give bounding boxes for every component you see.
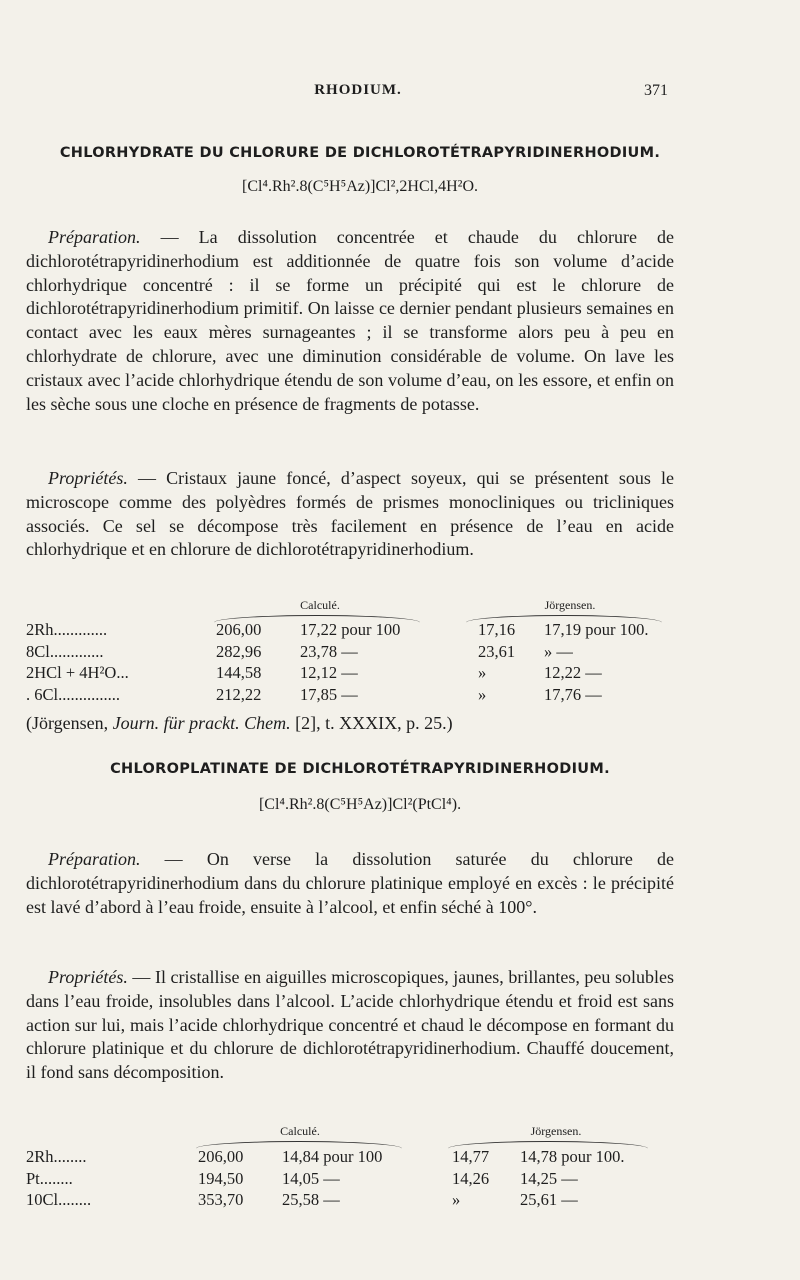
section2-heading: CHLOROPLATINATE DE DICHLOROTÉTRAPYRIDINERHODIUM. (110, 761, 610, 777)
calc-weight: 282,96 (216, 641, 262, 661)
properties-lead: Propriétés. (48, 967, 128, 987)
running-head-title: RHODIUM. (314, 82, 402, 98)
calc-percent: 12,12 — (300, 663, 358, 682)
jorg-value-1: » (478, 663, 487, 682)
jorg-value-1: 14,77 (452, 1147, 490, 1166)
table-row (0, 663, 800, 687)
citation (26, 713, 674, 734)
table-row (0, 620, 800, 644)
table2-calc-header: Calculé. (280, 1124, 320, 1138)
row-label: 2Rh............. (26, 620, 108, 639)
calc-percent: 14,84 pour 100 (282, 1147, 383, 1166)
table-row (0, 1147, 800, 1171)
jorg-value-1: 23,61 (478, 641, 516, 661)
row-label: 8Cl............. (26, 641, 104, 661)
calc-percent: 17,85 — (300, 684, 358, 704)
section1-formula: [Cl⁴.Rh².8(C⁵H⁵Az)]Cl²,2HCl,4H²O. (241, 178, 478, 195)
running-head (48, 82, 668, 104)
calc-percent: 23,78 — (300, 641, 358, 661)
jorg-value-1: » (478, 684, 487, 704)
row-label: 10Cl........ (26, 1190, 92, 1209)
calc-percent: 17,22 pour 100 (300, 620, 401, 639)
properties-lead: Propriétés. (48, 468, 128, 488)
jorg-value-2: 25,61 — (520, 1190, 578, 1209)
preparation-lead: Préparation. (48, 227, 141, 247)
table1-jorg-header: Jörgensen. (544, 598, 596, 612)
jorg-value-2: 14,78 pour 100. (520, 1147, 625, 1166)
table-row (0, 1169, 800, 1193)
calc-weight: 194,50 (198, 1168, 244, 1188)
jorg-value-2: 12,22 — (544, 663, 602, 682)
properties-text: — Cristaux jaune foncé, d’aspect soyeux, qui se présentent sous le microscope comme des polyèdres formés de prismes monocliniques ou tricliniques associés. Ce sel se décompose très facilement en présence de l’eau en acide chlorhydrique et en chlorure de dichlorotétrapyridinerhodium. (26, 468, 674, 560)
page-number: 371 (644, 82, 668, 99)
calc-weight: 212,22 (216, 684, 262, 704)
preparation-text: — On verse la dissolution saturée du chlorure de dichlorotétrapyridinerhodium dans du chlorure platinique employé en excès : le précipité est lavé d’abord à l’eau froide, ensuite à l’alcool, et enfin séché à 100°. (26, 849, 674, 917)
preparation-text: — La dissolution concentrée et chaude du chlorure de dichlorotétrapyridinerhodium est additionnée de quatre fois son volume d’acide chlorhydrique concentré : il se forme un précipité qui est le chlorure de dichlorotétrapyridinerhodium primitif. On laisse ce dernier pendant plusieurs semaines en contact avec les eaux mères surnageantes ; il se transforme alors peu à peu en chlorhydrate de chlorure, avec une diminution considérable de volume. On lave les cristaux avec l’acide chlorhydrique étendu de son volume d’eau, on les essore, et enfin on les sèche sous une cloche en présence de fragments de potasse. (26, 227, 674, 414)
section2-formula: [Cl⁴.Rh².8(C⁵H⁵Az)]Cl²(PtCl⁴). (258, 796, 462, 813)
section2-properties (26, 966, 674, 1085)
calc-weight: 206,00 (198, 1147, 244, 1166)
citation-journal: Journ. für prackt. Chem. (112, 713, 291, 733)
table-row (0, 1190, 800, 1214)
table-row (0, 642, 800, 666)
row-label: . 6Cl............... (26, 684, 120, 704)
table2-jorg-header: Jörgensen. (530, 1124, 582, 1138)
calc-weight: 353,70 (198, 1190, 244, 1209)
properties-text: — Il cristallise en aiguilles microscopiques, jaunes, brillantes, peu solubles dans l’eau froide, insolubles dans l’alcool. L’acide chlorhydrique étendu et froid est sans action sur lui, mais l’acide chlorhydrique concentré et chaud le décompose en formant du chlorure platinique et du chlorure de dichlorotétrapyridinerhodium. Chauffé doucement, il fond sans décomposition. (26, 967, 674, 1083)
jorg-value-2: 17,19 pour 100. (544, 620, 649, 639)
jorg-value-2: 14,25 — (520, 1168, 578, 1188)
jorg-value-2: 17,76 — (544, 684, 602, 704)
calc-weight: 144,58 (216, 663, 262, 682)
section1-properties (26, 467, 674, 562)
preparation-lead: Préparation. (48, 849, 141, 869)
section1-heading: CHLORHYDRATE DU CHLORURE DE DICHLOROTÉTRAPYRIDINERHODIUM. (59, 145, 661, 161)
row-label: Pt........ (26, 1168, 73, 1188)
table-row (0, 685, 800, 709)
row-label: 2HCl + 4H²O... (26, 663, 129, 682)
calc-weight: 206,00 (216, 620, 262, 639)
jorg-value-2: » — (544, 641, 573, 661)
citation-pre: (Jörgensen, (26, 713, 113, 733)
jorg-value-1: 14,26 (452, 1168, 490, 1188)
jorg-value-1: 17,16 (478, 620, 516, 639)
calc-percent: 14,05 — (282, 1168, 340, 1188)
jorg-value-1: » (452, 1190, 461, 1209)
citation-post: [2], t. XXXIX, p. 25.) (290, 713, 453, 733)
section1-preparation (26, 226, 674, 416)
section2-preparation (26, 848, 674, 919)
calc-percent: 25,58 — (282, 1190, 340, 1209)
table1-calc-header: Calculé. (300, 598, 340, 612)
row-label: 2Rh........ (26, 1147, 87, 1166)
